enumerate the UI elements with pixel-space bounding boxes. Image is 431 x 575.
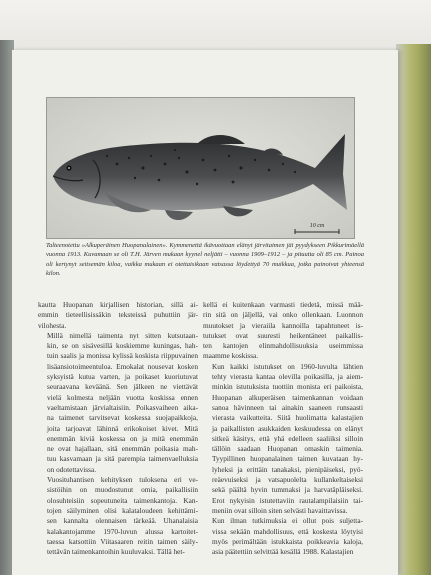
text-line: vielä kolmesta neljään vuotta koskissa ennen [47, 392, 198, 402]
text-line: ne ovat hajallaan, sitä enemmän poikasia mah- [47, 444, 198, 454]
body-paragraph [38, 475, 198, 557]
text-line: na taimenet tarvitsevat koskessa suojapaikkoja, [47, 413, 198, 423]
text-line: sekä päältä hyvin tummaksi ja harvatäpläiseksi. [212, 485, 363, 495]
text-line: vilohesta. [38, 320, 67, 330]
text-line: Erot nykyisin istutettaviin rautalampilaisiin tai- [212, 495, 363, 505]
text-line: asia päätettiin selvittää kesällä 1988. Kalastajien [212, 547, 354, 557]
text-line: tehty vierasta kantaa olevilla poikasilla, ja aiem- [212, 372, 363, 382]
text-line: meniin ovat silloin siten selvästi havaittavissa. [212, 505, 348, 515]
text-line: lisäansiotoimeentuloa. Emokalat nousevat kosken [47, 361, 198, 371]
body-paragraph [38, 331, 198, 475]
text-line: sanoa hävinneen tai ainakin saaneen runsaasti [212, 402, 363, 412]
text-line: reäevuiseksi ja vatsapuolelta kullankeltaiseksi [212, 475, 363, 485]
text-line: Tyypillinen huopanalainen taimen kuvataan hy- [212, 454, 363, 464]
trout-photo-graphic [47, 98, 354, 238]
text-line: olosuhteisiin sopeutuneita taimenkantoja. Kan- [47, 495, 198, 505]
text-column-right [203, 300, 363, 557]
text-line: ja paikallisten asukkaiden keskuudessa on elänyt [212, 423, 363, 433]
text-line: tojen säilyminen olisi kalataloudeen kehittämi- [47, 505, 198, 515]
text-line: seuraavana keväänä. Sen jälkeen ne viettävät [47, 382, 198, 392]
text-line: lyheksi ja erittäin tanakaksi, pienipäiseksi, pyö- [212, 464, 363, 474]
text-line: maamme koskissa. [203, 351, 259, 361]
text-line: vierasta vaikutteita. Siitä huolimatta kalastajien [212, 413, 363, 423]
text-line: Vuosituhantisen kehityksen tuloksena eri ve- [47, 475, 198, 485]
book-page-stack [396, 44, 431, 575]
text-line: Huopanan alkuperäisen taimenkannan voidaan [212, 392, 363, 402]
background-surface [0, 0, 431, 52]
text-line: rin sitä on jäljellä, vai onko ollenkaan. Luonnon [203, 310, 363, 320]
book-page [12, 50, 398, 575]
text-line: vissa sekään mahdollisuus, että koskesta löytyisi [212, 526, 363, 536]
body-paragraph [203, 300, 363, 362]
text-line: Kun ilman tutkimuksia ei ollut pois suljetta- [212, 516, 363, 526]
text-line: sitkeä käsitys, että yhä edelleen saaliiksi silloin [212, 433, 363, 443]
text-line: enemmän kiviä koskessa on ja mitä enemmän [47, 433, 198, 443]
text-line: Kun kaikki istutukset on 1960-luvulta lähtien [212, 361, 363, 371]
body-paragraph [203, 516, 363, 557]
text-line: tuin saalis ja monissa kylissä koskista riippuvainen [47, 351, 198, 361]
text-line: muutokset ja vieraiila kannoilla tapahtuneet is- [203, 320, 363, 330]
trout-photo [46, 97, 355, 239]
text-line: kautta Huopanan kirjallisen historian, sillä ai- [38, 300, 198, 309]
text-line: sistöihin on muodostunut omia, paikallisiin [47, 485, 198, 495]
body-paragraph [38, 300, 198, 331]
text-line: kin, se on sisävesillä koskiemme kuningas, hah- [47, 341, 198, 351]
text-line: myös perimältään istukkaista poikkeavia kaloja, [212, 536, 363, 546]
text-line: kellä ei kuitenkaan varmasti tiedetä, missä mää- [203, 300, 363, 309]
text-line: kalakantojamme 1970-luvun alussa kartoitet- [47, 526, 198, 536]
text-line: ten kantojen elinmahdollisuuksia useimmissa [203, 341, 363, 351]
text-line: taessa katsottiin Viitasaaren reitin taimen säily- [47, 536, 198, 546]
body-paragraph [203, 362, 363, 516]
scale-bar-label: 10 cm [309, 223, 325, 229]
text-line: tutukset ovat suuresti heikentäneet paikallis- [203, 330, 363, 340]
photo-caption: Talteenotettu »Alkuperäinen Huopanalainen». Kymmenettä ikävuottaan elänyt järvitaimen jäi pyydykseen Pikkurimäellä vuonna 1913. Kuvamaan se oli T.H. Järven mukaan kyynel neljätti – vuonna 1909–1912 – ja pituutta oli 85 cm. Painoa oli kertynyt seitsemän kiloa, vaikka mukaan ei otettaisikaan vatsassa löydettyä 70 muikkua, jotka painoivat yhteensä kilon. [46, 242, 364, 278]
text-line: tuu kasvamaan ja sitä parempia taimenvaelluksia [47, 454, 198, 464]
text-line: sen kannalta olennaisen tärkeää. Uhanalaisia [47, 516, 198, 526]
text-line: on odotettavissa. [47, 464, 97, 474]
text-line: Millä nimellä taimenta nyt sitten kutsutaan- [47, 330, 198, 340]
text-line: emmin tieteellisissäkin teksteissä puhuttiin jär- [38, 310, 198, 320]
text-column-left [38, 300, 198, 557]
text-line: tällöin saadaan Huopanan omaskin taimenia. [212, 444, 363, 454]
text-line: vaeltamistaan järvialtaisiin. Poikasvaiheen aika- [47, 402, 198, 412]
text-line: tettävän taimenkantoihin kuuluvaksi. Tällä het- [47, 547, 185, 557]
text-line: minkin istutuksista tuottiin monista eri paikoista, [212, 382, 363, 392]
text-line: syksyistä kutua varten, ja poikaset kuoriutuvat [47, 372, 198, 382]
text-line: joita tarjoavat lähinnä erikokoiset kivet. Mitä [47, 423, 198, 433]
